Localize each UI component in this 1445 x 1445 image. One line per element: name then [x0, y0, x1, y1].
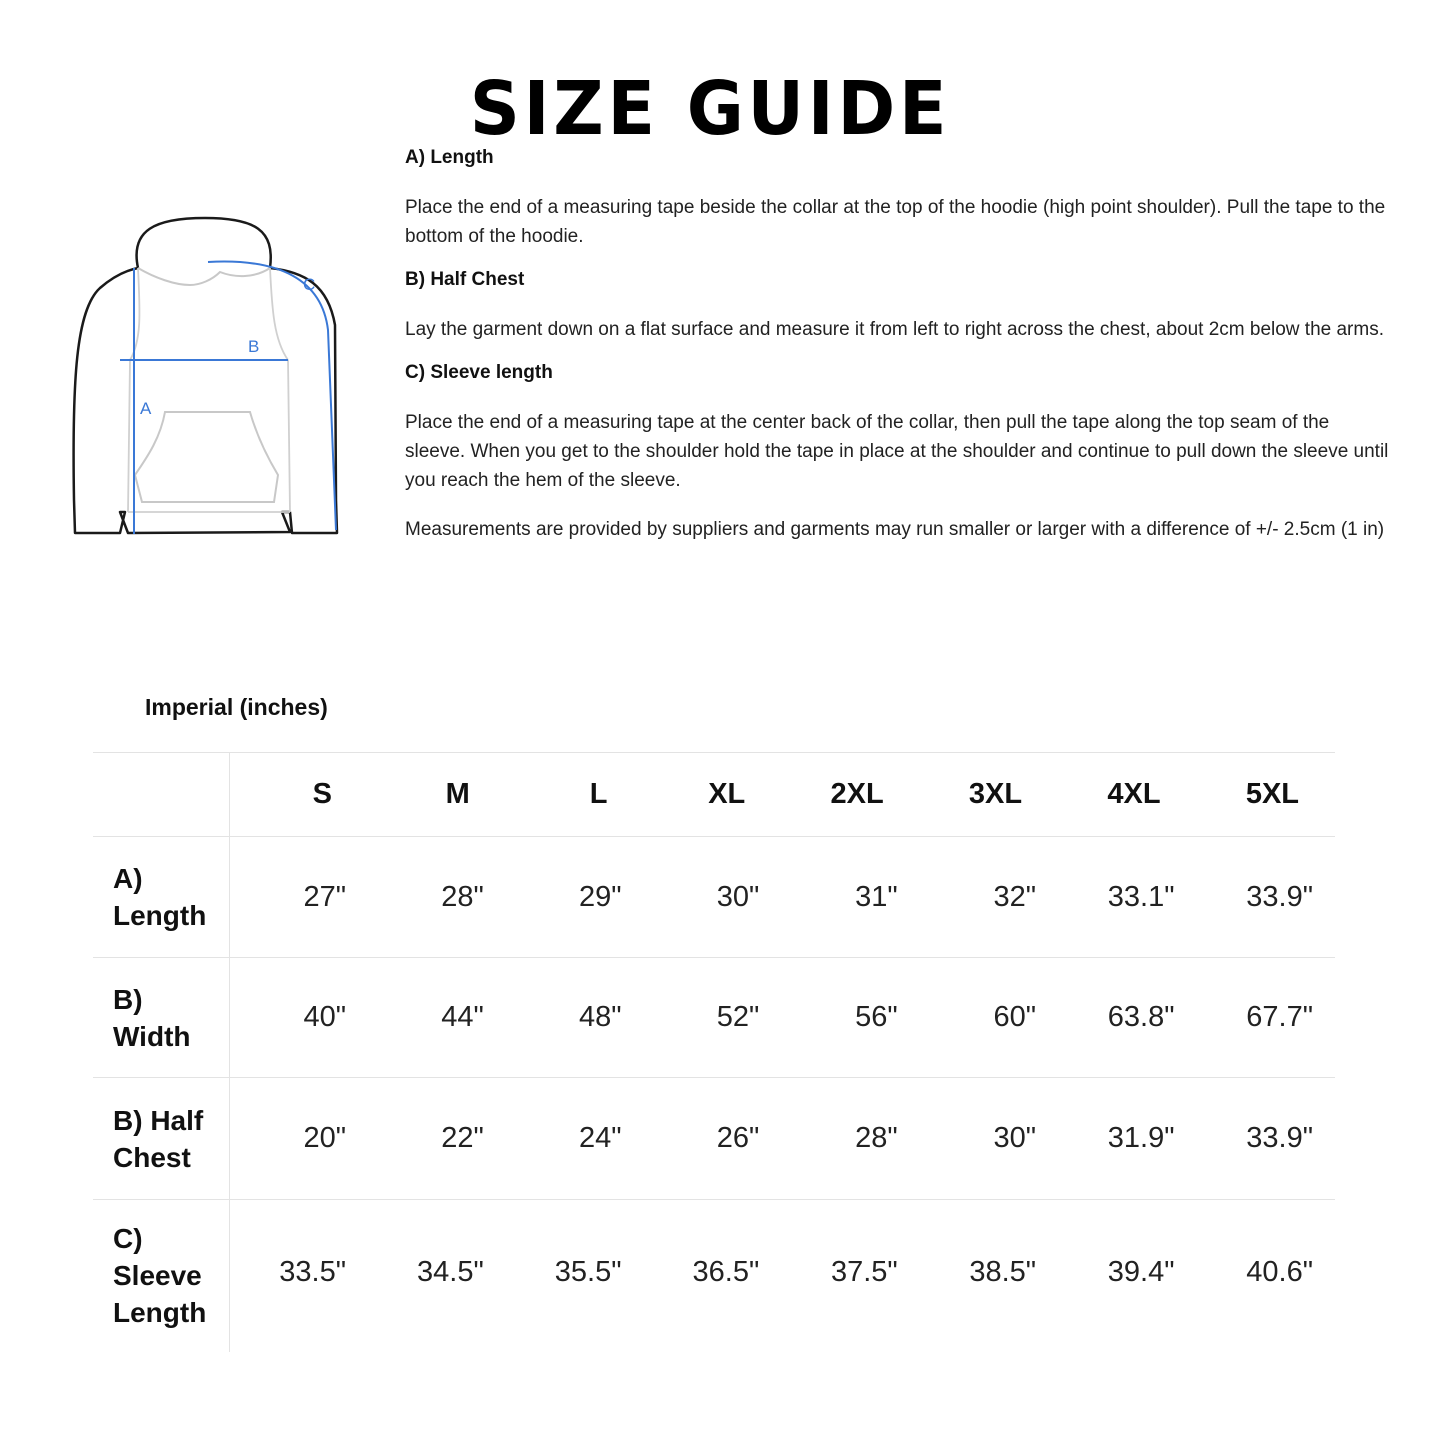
size-header-m: M — [445, 778, 470, 810]
table-cell: 33.9" — [1246, 1122, 1313, 1154]
table-cell: 67.7" — [1246, 1001, 1313, 1033]
table-cell: 32" — [993, 880, 1037, 913]
page-title: SIZE GUIDE — [469, 65, 951, 152]
row-label-width — [93, 958, 230, 1078]
instruction-heading-length: A) Length — [405, 147, 494, 168]
table-cell: 52" — [716, 1001, 760, 1033]
row-label-text: C) Sleeve Length — [113, 1223, 207, 1329]
instruction-heading-sleeve: C) Sleeve length — [405, 362, 553, 383]
row-label-half-chest — [93, 1078, 230, 1200]
size-header-5xl: 5XL — [1245, 778, 1299, 810]
table-cell: 29" — [578, 880, 622, 913]
size-header-l: L — [589, 778, 608, 810]
measurement-instructions — [405, 145, 1390, 560]
table-cell: 63.8" — [1107, 1001, 1175, 1033]
hood-seam — [130, 268, 288, 360]
size-header-2xl: 2XL — [830, 778, 884, 810]
units-label: Imperial (inches) — [145, 694, 328, 720]
table-row-sleeve-length — [93, 1200, 1335, 1352]
table-cell: 35.5" — [554, 1256, 622, 1289]
hood-inner-line — [138, 268, 270, 285]
size-header-3xl: 3XL — [968, 778, 1023, 810]
size-header-s: S — [312, 778, 333, 810]
table-cell: 38.5" — [969, 1256, 1037, 1289]
size-header-row — [93, 753, 1335, 837]
table-row-width — [93, 958, 1335, 1078]
table-cell: 22" — [441, 1122, 484, 1154]
table-cell: 40" — [303, 1001, 347, 1033]
table-cell: 30" — [716, 880, 760, 913]
body-seams — [128, 360, 290, 512]
table-cell: 28" — [855, 1122, 898, 1154]
label-b: B — [248, 337, 260, 356]
table-cell: 48" — [578, 1001, 622, 1033]
instruction-text-length: Place the end of a measuring tape beside the collar at the top of the hoodie (high point shoulder). Pull the tape to the bottom of the hoodie. — [405, 197, 1386, 247]
table-cell: 33.9" — [1246, 880, 1313, 913]
table-cell: 40.6" — [1246, 1256, 1313, 1289]
label-a: A — [140, 399, 152, 418]
table-cell: 30" — [993, 1122, 1037, 1154]
table-cell: 26" — [716, 1122, 760, 1154]
table-cell: 33.5" — [279, 1256, 347, 1289]
table-cell: 34.5" — [417, 1256, 484, 1289]
size-header-xl: XL — [708, 778, 746, 810]
label-c: C — [303, 275, 316, 294]
row-label-text: A) Length — [113, 863, 207, 931]
row-label-text: B) Half Chest — [113, 1104, 204, 1173]
table-cell: 37.5" — [830, 1256, 898, 1289]
instruction-text-sleeve: Place the end of a measuring tape at the center back of the collar, then pull the tape along the top seam of the sleeve. When you get to the shoulder hold the tape in place at the shoulder and continue to pull down the sleeve until you reach the hem of the sleeve. — [405, 412, 1389, 491]
table-cell: 60" — [993, 1001, 1037, 1033]
row-label-length — [93, 837, 230, 958]
table-row-length — [93, 837, 1335, 958]
kangaroo-pocket — [135, 412, 278, 502]
hoodie-outline — [74, 218, 337, 533]
table-cell: 44" — [441, 1001, 484, 1033]
instruction-text-half-chest: Lay the garment down on a flat surface and measure it from left to right across the chest, about 2cm below the arms. — [405, 319, 1384, 340]
header-corner-cell — [93, 753, 230, 837]
table-cell: 24" — [578, 1122, 622, 1154]
hoodie-diagram — [60, 200, 360, 560]
size-chart-table — [93, 752, 1335, 1352]
table-cell: 28" — [441, 880, 484, 913]
table-row-half-chest — [93, 1078, 1335, 1200]
table-cell: 20" — [303, 1122, 347, 1154]
row-label-text: B) Width — [113, 983, 191, 1052]
table-cell: 36.5" — [692, 1256, 760, 1289]
instruction-heading-half-chest: B) Half Chest — [405, 269, 525, 290]
table-cell: 27" — [303, 880, 347, 913]
table-cell: 56" — [855, 1001, 898, 1033]
hoodie-measurement-illustration — [60, 200, 360, 560]
table-cell: 39.4" — [1107, 1256, 1175, 1289]
table-cell: 31.9" — [1107, 1122, 1175, 1154]
measurement-disclaimer: Measurements are provided by suppliers and garments may run smaller or larger with a difference of +/- 2.5cm (1 in) — [405, 519, 1385, 540]
table-cell: 31" — [855, 880, 898, 913]
table-cell: 33.1" — [1107, 880, 1175, 913]
row-label-sleeve-length — [93, 1200, 230, 1352]
size-header-4xl: 4XL — [1107, 778, 1161, 810]
